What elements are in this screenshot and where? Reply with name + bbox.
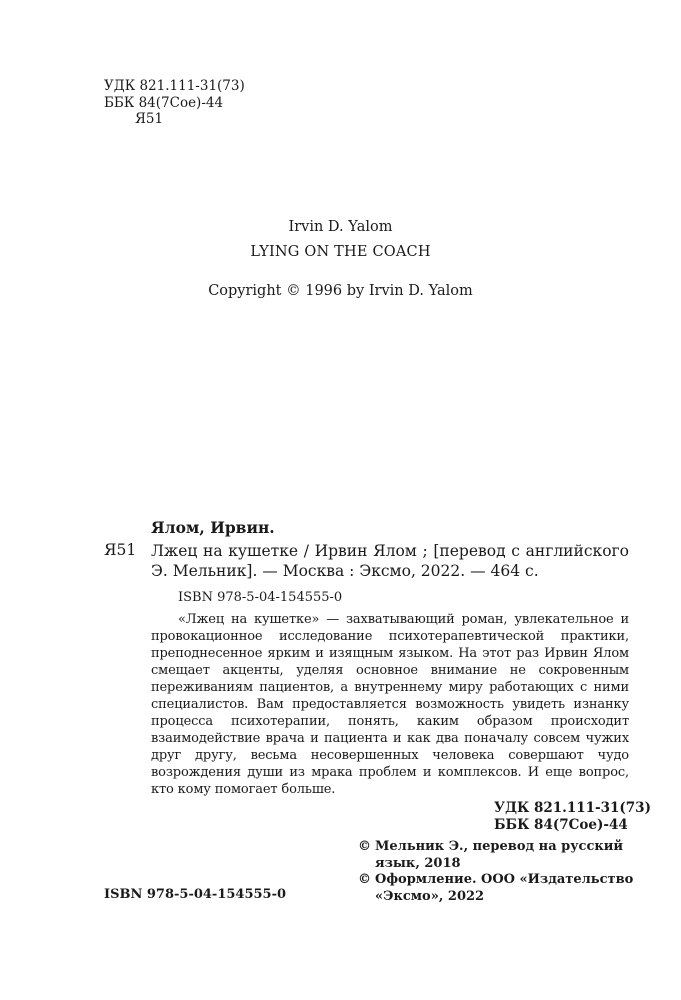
udk-code: УДК 821.111-31(73) bbox=[104, 78, 245, 94]
original-title: LYING ON THE COACH bbox=[250, 244, 431, 260]
bbk-code-bottom: ББК 84(7Сое)-44 bbox=[494, 817, 628, 833]
copyright-symbol: © bbox=[358, 839, 371, 854]
bibliographic-heading: Ялом, Ирвин. bbox=[151, 518, 275, 537]
udk-code-bottom: УДК 821.111-31(73) bbox=[494, 800, 651, 816]
copyright-translation-text: Мельник Э., перевод на русский язык, 2018 bbox=[375, 839, 624, 871]
bibliographic-isbn: ISBN 978-5-04-154555-0 bbox=[178, 590, 343, 605]
copyright-design bbox=[358, 872, 648, 905]
bibliographic-description: Лжец на кушетке / Ирвин Ялом ; [перевод с английского Э. Мельник]. — Москва : Эксмо, 2022. — 464 с. bbox=[151, 542, 629, 580]
copyright-design-text: Оформление. ООО «Издательство «Эксмо», 2022 bbox=[375, 872, 634, 904]
original-author: Irvin D. Yalom bbox=[288, 219, 393, 235]
copyright-translation bbox=[358, 839, 648, 872]
original-copyright: Copyright © 1996 by Irvin D. Yalom bbox=[208, 283, 473, 299]
classification-codes-top bbox=[104, 78, 245, 128]
author-mark: Я51 bbox=[135, 111, 164, 127]
isbn-bottom: ISBN 978-5-04-154555-0 bbox=[104, 887, 287, 902]
copyright-notices bbox=[358, 839, 648, 905]
bbk-code: ББК 84(7Сое)-44 bbox=[104, 94, 224, 111]
classification-codes-bottom bbox=[494, 800, 651, 834]
copyright-symbol: © bbox=[358, 872, 371, 887]
bibliographic-author-mark: Я51 bbox=[104, 541, 137, 559]
annotation-text: «Лжец на кушетке» — захватывающий роман, увлекательное и провокационное исследование психотерапевтической практики, преподнесенное ярким и изящным языком. На этот раз Ирвин Ялом смещает акценты, уделяя основное внимание не сокровенным переживаниям пациентов, а внутреннему миру работающих с ними специалистов. Вам предоставляется возможность увидеть изнанку процесса психотерапии, понять, каким образом происходит взаимодействие врача и пациента и как два поначалу совсем чужих друг другу, весьма несовершенных человека совершают чудо возрождения души из мрака проблем и комплексов. И еще вопрос, кто кому помогает больше. bbox=[151, 612, 629, 797]
